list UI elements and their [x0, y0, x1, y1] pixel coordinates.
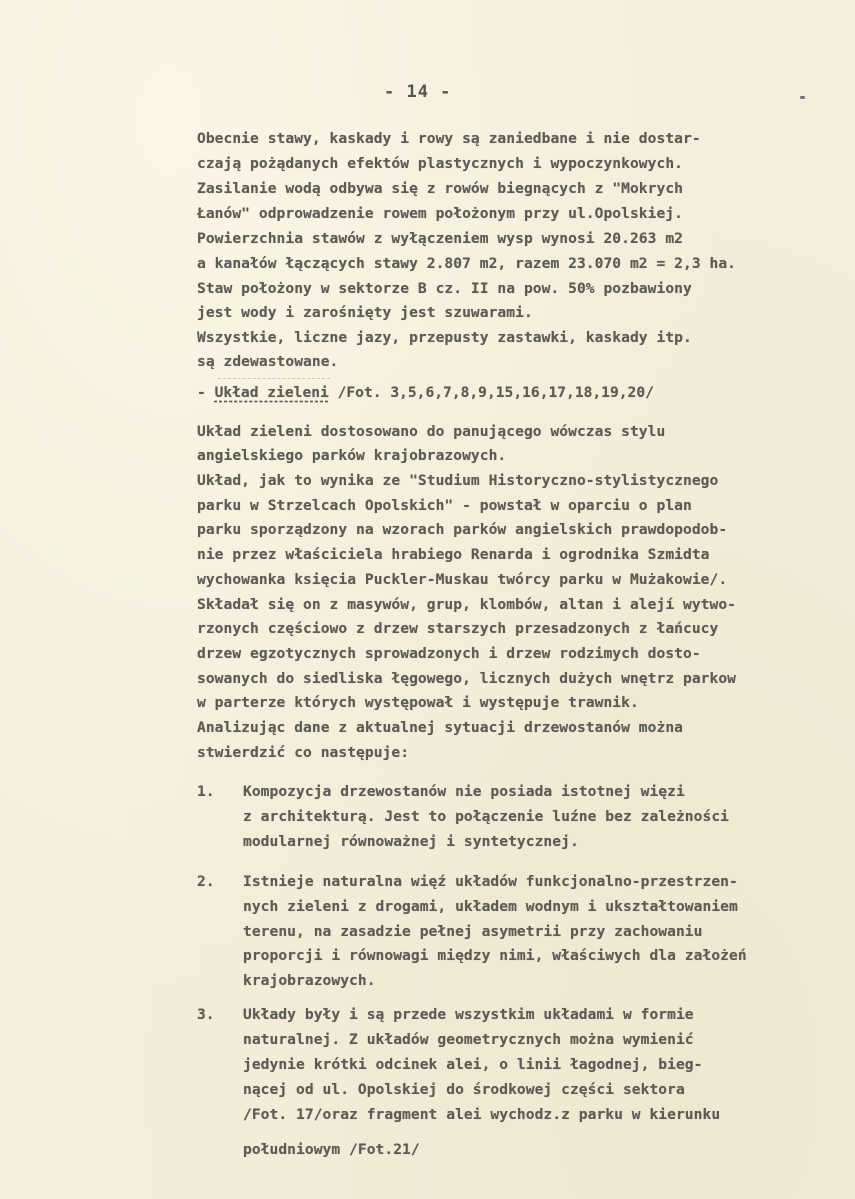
text-line: parku sporządzony na wzorach parków angielskich prawdopodob- [197, 521, 728, 538]
text-line: południowym /Fot.21/ [243, 1141, 420, 1158]
list-number: 2. [197, 873, 215, 890]
text-line: Układ zieleni dostosowano do panującego wówczas stylu [197, 423, 666, 440]
text-line: Układy były i są przede wszystkim układami w formie [243, 1006, 694, 1023]
text-line: Łanów" odprowadzenie rowem położonym przy ul.Opolskiej. [197, 205, 683, 222]
text-line: drzew egzotycznych sprowadzonych i drzew rodzimych dosto- [197, 645, 701, 662]
text-line: Analizując dane z aktualnej sytuacji drzewostanów można [197, 719, 683, 736]
text-line: Składał się on z masywów, grup, klombów, altan i alejí wytwo- [197, 596, 737, 613]
text-line: naturalnej. Z układów geometrycznych można wymienić [243, 1031, 694, 1048]
heading-title: Układ zieleni [214, 384, 329, 401]
page-number: - 14 - [384, 82, 452, 102]
text-line: Zasilanie wodą odbywa się z rowów biegnących z "Mokrych [197, 180, 683, 197]
text-line: angielskiego parków krajobrazowych. [197, 447, 507, 464]
text-line: Układ, jak to wynika ze "Studium Historyczno-stylistycznego [197, 472, 719, 489]
text-line: wychowanka księcia Puckler-Muskau twórcy parku w Mużakowie/. [197, 571, 728, 588]
text-line: sowanych do siedliska łęgowego, licznych dużych wnętrz parkow [197, 670, 737, 687]
text-line: z architekturą. Jest to połączenie luźne bez zależności [243, 808, 729, 825]
list-number: 3. [197, 1006, 215, 1023]
text-line: Obecnie stawy, kaskady i rowy są zaniedbane i nie dostar- [197, 130, 701, 147]
text-line: jest wody i zarośnięty jest szuwarami. [197, 304, 533, 321]
section-heading [197, 384, 654, 401]
text-line: Wszystkie, liczne jazy, przepusty zastawki, kaskady itp. [197, 329, 692, 346]
text-line: w parterze których występował i występuje trawnik. [197, 694, 639, 711]
text-line: terenu, na zasadzie pełnej asymetrii przy zachowaniu [243, 923, 703, 940]
margin-mark [800, 96, 805, 99]
text-line: są zdewastowane. [197, 353, 339, 370]
text-line: krajobrazowych. [243, 972, 376, 989]
text-line: Powierzchnia stawów z wyłączeniem wysp wynosi 20.263 m2 [197, 230, 683, 247]
text-line: Staw położony w sektorze B cz. II na pow. 50% pozbawiony [197, 280, 692, 297]
text-line: Kompozycja drzewostanów nie posiada istotnej więzi [243, 783, 685, 800]
text-line: Istnieje naturalna więź układów funkcjonalno-przestrzen- [243, 873, 738, 890]
heading-photo-refs: /Fot. 3,5,6,7,8,9,15,16,17,18,19,20/ [328, 384, 654, 401]
text-line: proporcji i równowagi między nimi, właściwych dla założeń [243, 947, 747, 964]
list-number: 1. [197, 783, 215, 800]
heading-dash: - [197, 384, 215, 401]
text-line: a kanałów łączących stawy 2.807 m2, razem 23.070 m2 = 2,3 ha. [197, 255, 737, 272]
text-line: jedynie krótki odcinek alei, o linii łagodnej, bieg- [243, 1056, 703, 1073]
heading-overline [218, 378, 330, 379]
text-line: stwierdzić co następuje: [197, 744, 410, 761]
text-line: /Fot. 17/oraz fragment alei wychodz.z parku w kierunku [243, 1106, 721, 1123]
text-line: nych zieleni z drogami, układem wodnym i ukształtowaniem [243, 898, 738, 915]
text-line: parku w Strzelcach Opolskich" - powstał w oparciu o plan [197, 497, 692, 514]
text-line: modularnej równoważnej i syntetycznej. [243, 833, 579, 850]
text-line: czają pożądanych efektów plastycznych i wypoczynkowych. [197, 155, 683, 172]
text-line: nie przez właściciela hrabiego Renarda i ogrodnika Szmidta [197, 546, 710, 563]
text-line: nącej od ul. Opolskiej do środkowej części sektora [243, 1081, 685, 1098]
text-line: rzonych częściowo z drzew starszych przesadzonych z łańcucy [197, 620, 719, 637]
